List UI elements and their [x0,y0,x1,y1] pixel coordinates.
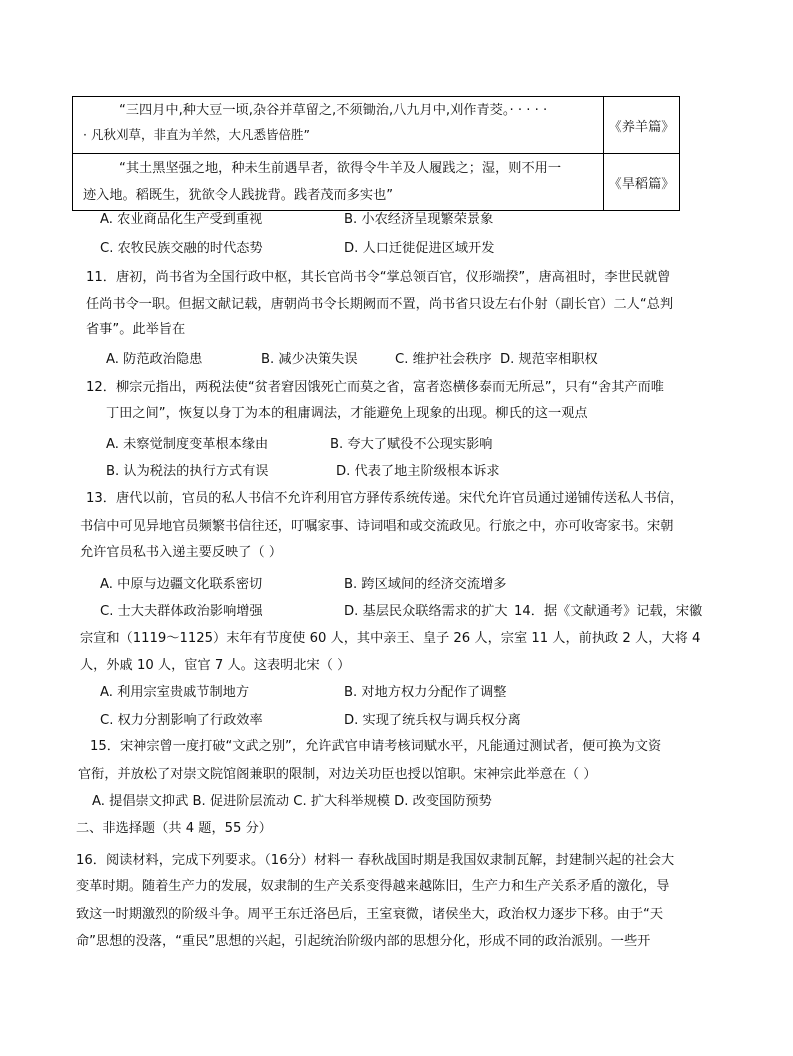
option-b: B. 减少决策失误 [261,352,358,367]
question-13-line: 允许官员私书入递主要反映了（ ） [80,545,283,560]
question-14-lead: 14．据《文献通考》记载，宋徽 [514,604,703,619]
option-d: D. 基层民众联络需求的扩大 [344,604,508,619]
question-16-line: 变革时期。随着生产力的发展，奴隶制的生产关系变得越来越陈旧，生产力和生产关系矛盾的激化，导 [76,879,670,894]
question-15-options: A. 提倡崇文抑武 B. 促进阶层流动 C. 扩大科举规模 D. 改变国防预势 [92,794,492,809]
option-c: C. 维护社会秩序 [395,352,492,367]
quote-line: · 凡秋刈草，非直为羊然，大凡悉皆倍胜” [83,127,310,142]
question-15-line: 官衔，并放松了对崇文院馆阁兼职的限制，对边关功臣也授以馆职。宋神宗此举意在（ ） [78,767,597,782]
option-b: B. 对地方权力分配作了调整 [344,685,507,700]
option-d: D. 人口迁徙促进区域开发 [344,241,495,256]
option-d: D. 实现了统兵权与调兵权分离 [344,713,521,728]
question-11-line: 11．唐初，尚书省为全国行政中枢，其长官尚书令“掌总领百官，仪形端揆”，唐高祖时，李世民就曾 [86,270,671,285]
option-b: B. 夸大了赋役不公现实影响 [330,437,493,452]
option-b: B. 小农经济呈现繁荣景象 [344,212,494,227]
section-heading: 二、非选择题（共 4 题，55 分） [76,821,272,836]
option-c: C. 农牧民族交融的时代态势 [100,241,263,256]
question-12-line: 12．柳宗元指出，两税法使“贫者窘因饿死亡而莫之省，富者恣横侈泰而无所忌”，只有“舍其产而唯 [86,380,664,395]
question-16-line: 16．阅读材料，完成下列要求。（16分）材料一 春秋战国时期是我国奴隶制瓦解，封建制兴起的社会大 [76,853,675,868]
quote-cell [73,97,604,154]
quote-line: “其土黑坚强之地，种未生前遇旱者，欲得令牛羊及人履践之；湿，则不用一 [119,161,562,176]
source-cell: 《旱稻篇》 [604,154,680,211]
option-a: A. 农业商品化生产受到重视 [100,212,263,227]
question-11-line: 省事”。此举旨在 [86,322,186,337]
question-14-line: 宗宣和（1119～1125）末年有节度使 60 人，其中亲王、皇子 26 人，宗室 11 人，前执政 2 人，大将 4 [80,631,701,646]
option-a: A. 防范政治隐患 [106,352,203,367]
question-15-line: 15．宋神宗曾一度打破“文武之别”，允许武官申请考核词赋水平，凡能通过测试者，便可换为文资 [90,739,662,754]
option-d: D. 代表了地主阶级根本诉求 [336,464,500,479]
option-a: A. 利用宗室贵戚节制地方 [100,685,250,700]
option-a: A. 未察觉制度变革根本缘由 [106,437,269,452]
table-row [73,154,680,211]
quote-line: “三四月中,种大豆一顷,杂谷并草留之,不须锄治,八九月中,刈作青茭。· · · · · [119,103,548,118]
option-c: B. 认为税法的执行方式有误 [106,464,269,479]
question-13-line: 书信中可见异地官员频繁书信往还，叮嘱家事、诗词唱和或交流政见。行旅之中，亦可收寄家书。宋朝 [80,519,674,534]
option-b: B. 跨区域间的经济交流增多 [344,577,507,592]
question-16-line: 致这一时期激烈的阶级斗争。周平王东迁洛邑后，王室衰微，诸侯坐大，政治权力逐步下移。由于“天 [76,907,664,922]
source-cell: 《养羊篇》 [604,97,680,154]
question-12-line: 丁田之间”，恢复以身丁为本的租庸调法，才能避免上现象的出现。柳氏的这一观点 [106,406,588,421]
quote-cell [73,154,604,211]
question-14-line: 人，外戚 10 人，宦官 7 人。这表明北宋（ ） [80,658,351,673]
table-row [73,97,680,154]
question-16-line: 命”思想的没落，“重民”思想的兴起，引起统治阶级内部的思想分化，形成不同的政治派别。一些开 [76,934,651,949]
quote-table [72,96,680,211]
option-c: C. 权力分割影响了行政效率 [100,713,263,728]
option-c: C. 士大夫群体政治影响增强 [100,604,263,619]
option-a: A. 中原与边疆文化联系密切 [100,577,263,592]
quote-line: 迹入地。稻既生，犹欲令人践拢背。践者茂而多实也” [83,188,394,203]
question-13-line: 13．唐代以前，官员的私人书信不允许利用官方驿传系统传递。宋代允许官员通过递铺传送私人书信， [86,491,684,506]
question-11-line: 任尚书令一职。但据文献记载，唐朝尚书令长期阙而不置，尚书省只设左右仆射（副长官）二人“总判 [86,297,674,312]
option-d: D. 规范宰相职权 [500,352,598,367]
